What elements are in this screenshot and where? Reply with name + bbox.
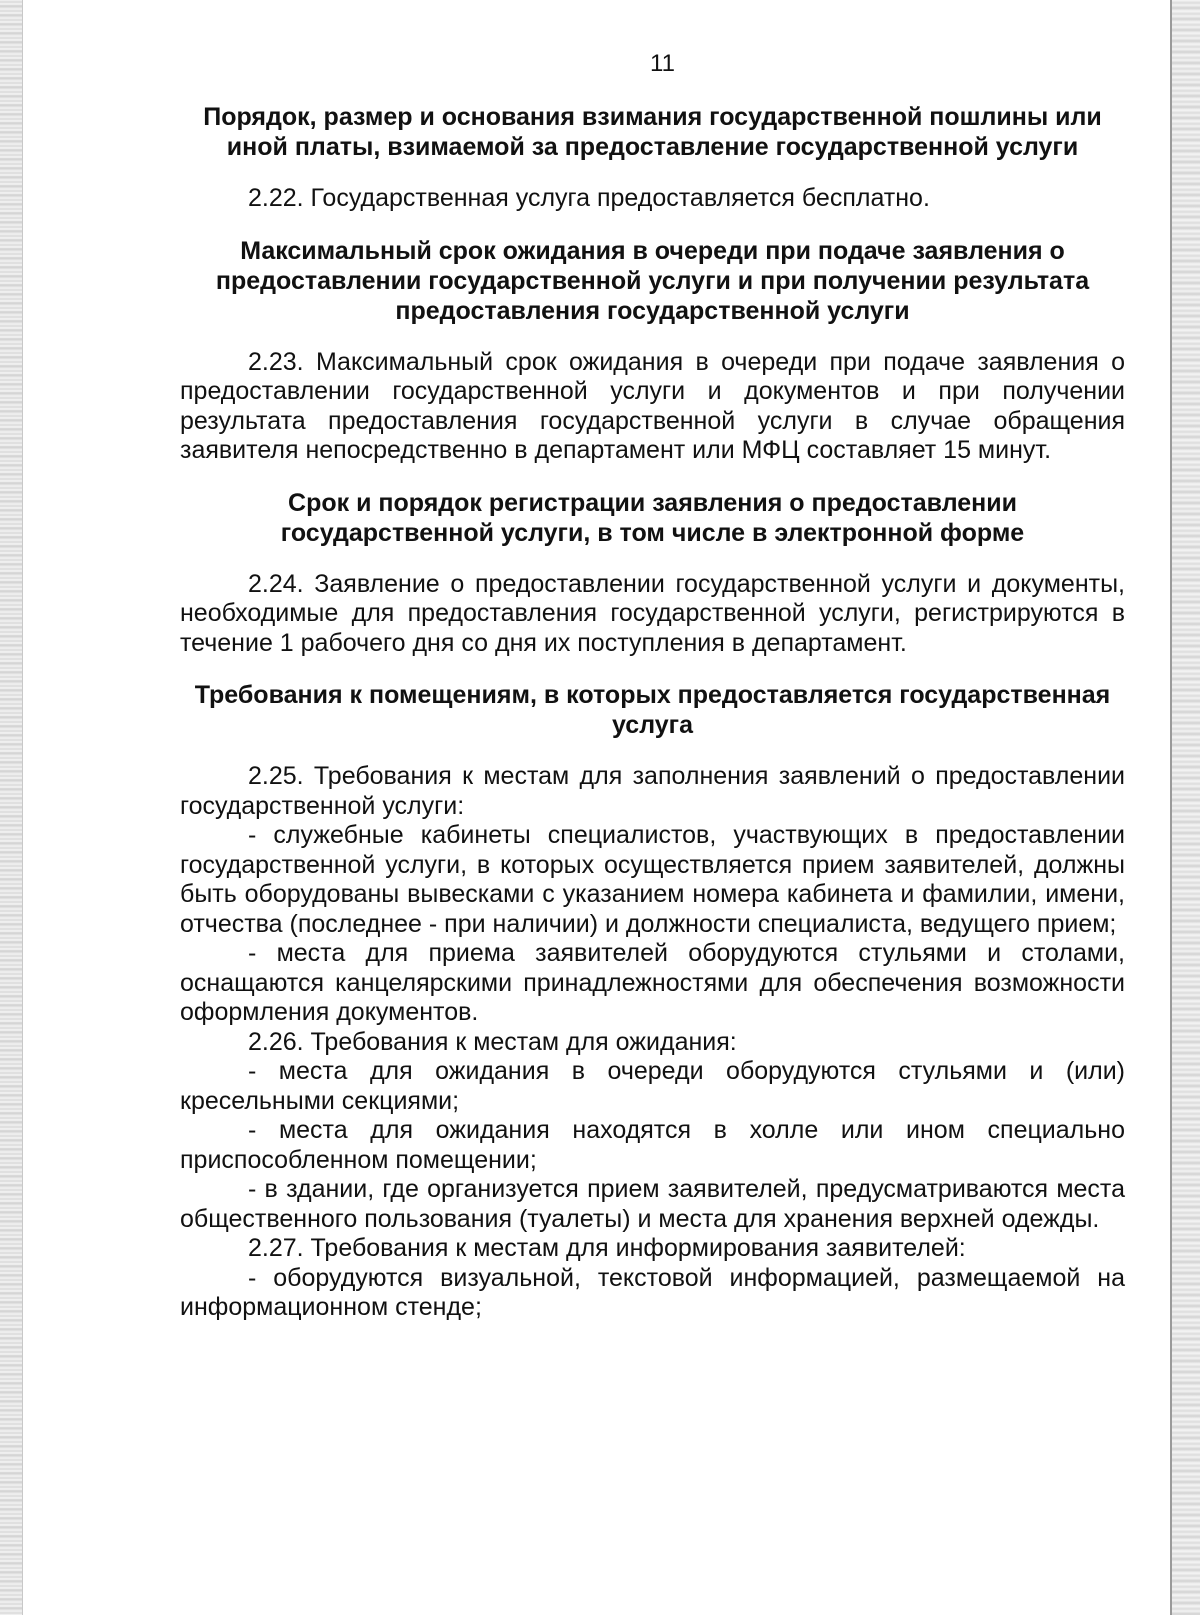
section-heading: Требования к помещениям, в которых предоставляется государственная услуга: [194, 681, 1111, 739]
list-item: - оборудуются визуальной, текстовой информацией, размещаемой на информационном стенде;: [180, 1263, 1125, 1321]
section-heading: Срок и порядок регистрации заявления о предоставлении государственной услуги, в том числе в электронной форме: [280, 488, 1025, 547]
scan-edge-right: [1170, 0, 1200, 1615]
section-registration: [180, 488, 1125, 659]
page-number: 11: [650, 50, 675, 77]
paragraph: 2.25. Требования к местам для заполнения заявлений о предоставлении государственной услуги:: [180, 762, 1125, 820]
section-heading: Максимальный срок ожидания в очереди при подаче заявления о предоставлении государственной услуги и при получении результата предоставления государственной услуги: [215, 236, 1090, 325]
paragraph: 2.22. Государственная услуга предоставляется бесплатно.: [248, 184, 930, 212]
document-page: [180, 50, 1125, 1323]
section-heading: Порядок, размер и основания взимания государственной пошлины или иной платы, взимаемой за предоставление государственной услуги: [203, 103, 1102, 161]
section-queue-time: [180, 236, 1125, 466]
paragraph: 2.26. Требования к местам для ожидания:: [248, 1027, 737, 1056]
section-fee: [180, 102, 1125, 214]
list-item: - служебные кабинеты специалистов, участвующих в предоставлении государственной услуги, в которых осуществляется прием заявителей, должны быть оборудованы вывесками с указанием номера кабинета и фамилии, имени, отчества (последнее - при наличии) и должности специалиста, ведущего прием;: [180, 821, 1125, 938]
scan-edge-left: [0, 0, 23, 1615]
paragraph: 2.23. Максимальный срок ожидания в очереди при подаче заявления о предоставлении государственной услуги и документов и при получении результата предоставления государственной услуги в случае обращения заявителя непосредственно в департамент или МФЦ составляет 15 минут.: [180, 347, 1125, 464]
paragraph: 2.27. Требования к местам для информирования заявителей:: [248, 1234, 966, 1262]
list-item: - места для приема заявителей оборудуются стульями и столами, оснащаются канцелярскими принадлежностями для обеспечения возможности оформления документов.: [180, 939, 1125, 1026]
list-item: - в здании, где организуется прием заявителей, предусматриваются места общественного пользования (туалеты) и места для хранения верхней одежды.: [180, 1175, 1125, 1233]
paragraph: 2.24. Заявление о предоставлении государственной услуги и документы, необходимые для предоставления государственной услуги, регистрируются в течение 1 рабочего дня со дня их поступления в департамент.: [180, 569, 1125, 657]
list-item: - места для ожидания находятся в холле или ином специально приспособленном помещении;: [180, 1116, 1125, 1174]
section-premises: [180, 680, 1125, 1323]
list-item: - места для ожидания в очереди оборудуются стульями и (или) кресельными секциями;: [180, 1057, 1125, 1115]
